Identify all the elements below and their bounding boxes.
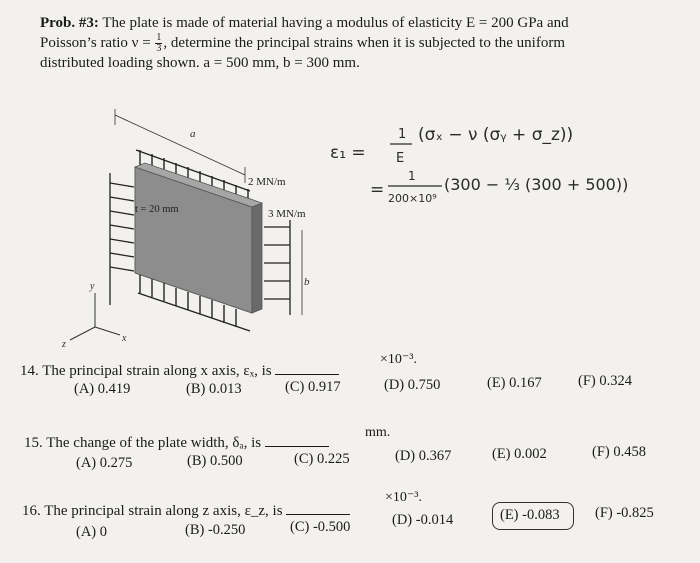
q16-option-e[interactable]: (E) -0.083 [500, 507, 560, 523]
problem-line-2 [40, 33, 680, 54]
poisson-den: 3 [156, 43, 162, 54]
axis-z-label: z [62, 339, 66, 350]
q15-option-d[interactable]: (D) 0.367 [395, 448, 452, 464]
q16-text: The principal strain along z axis, ε_z, is [44, 503, 283, 519]
q16-option-c[interactable]: (C) -0.500 [290, 519, 351, 535]
q15-unit: mm. [365, 425, 391, 440]
q16-option-f[interactable]: (F) -0.825 [595, 505, 654, 521]
q15-option-c[interactable]: (C) 0.225 [294, 451, 350, 467]
problem-text-2a: Poisson’s ratio ν = [40, 34, 151, 51]
thickness-label: t = 20 mm [135, 204, 179, 215]
handwritten-work [320, 100, 680, 220]
q14-option-c[interactable]: (C) 0.917 [285, 379, 341, 395]
eq1-frac-num: 1 [398, 127, 407, 142]
eq2-frac-den: 200×10⁹ [388, 192, 437, 205]
eq2-frac-num: 1 [408, 169, 416, 183]
q14-text: The principal strain along x axis, εₓ, is [42, 363, 272, 379]
q16-answer-blank[interactable] [286, 502, 350, 515]
q14-option-f[interactable]: (F) 0.324 [578, 373, 632, 389]
eq2-rhs: (300 − ⅓ (300 + 500)) [444, 175, 629, 194]
right-load-arrows [264, 220, 290, 315]
question-16 [22, 502, 350, 520]
eq1-lhs: ε₁ = [330, 143, 366, 163]
problem-label: Prob. #3: [40, 15, 99, 31]
q16-option-d[interactable]: (D) -0.014 [392, 512, 454, 528]
plate-edge [252, 203, 262, 313]
eq2-equals: = [370, 180, 385, 200]
q15-answer-blank[interactable] [265, 434, 329, 447]
left-load-arrows [110, 173, 134, 305]
eq1-frac-den: E [396, 151, 405, 166]
question-14 [20, 362, 339, 380]
load-top-label: 2 MN/m [248, 176, 286, 188]
q16-option-a[interactable]: (A) 0 [76, 524, 108, 540]
question-15 [24, 434, 329, 452]
load-side-label: 3 MN/m [268, 208, 306, 220]
q15-text: The change of the plate width, δₐ, is [46, 435, 262, 451]
q15-option-e[interactable]: (E) 0.002 [492, 446, 547, 462]
poisson-num: 1 [156, 32, 162, 43]
q15-option-f[interactable]: (F) 0.458 [592, 444, 646, 460]
q16-option-b[interactable]: (B) -0.250 [185, 522, 246, 538]
plate-figure [40, 95, 360, 355]
q15-option-b[interactable]: (B) 0.500 [187, 453, 243, 469]
q14-answer-blank[interactable] [275, 362, 339, 375]
q14-option-a[interactable]: (A) 0.419 [74, 381, 131, 397]
q14-option-d[interactable]: (D) 0.750 [384, 377, 441, 393]
poisson-fraction [155, 33, 162, 54]
coordinate-axes [70, 293, 120, 340]
axis-x-label: x [122, 333, 127, 344]
eq1-rhs: (σₓ − ν (σᵧ + σ_z)) [418, 125, 574, 145]
q15-option-a[interactable]: (A) 0.275 [76, 455, 133, 471]
problem-text-1: The plate is made of material having a modulus of elasticity E = 200 GPa and [102, 15, 569, 31]
problem-line-3: distributed loading shown. a = 500 mm, b = 300 mm. [40, 55, 360, 71]
problem-statement [40, 14, 680, 73]
q14-option-e[interactable]: (E) 0.167 [487, 375, 542, 391]
problem-text-2b: , determine the principal strains when it is subjected to the uniform [163, 34, 565, 51]
q15-number: 15. [24, 435, 43, 451]
dim-a-label: a [190, 128, 196, 140]
problem-line-1 [40, 14, 680, 33]
q14-option-b[interactable]: (B) 0.013 [186, 381, 242, 397]
q14-number: 14. [20, 363, 39, 379]
q14-unit: ×10⁻³. [380, 352, 417, 367]
dim-b-label: b [304, 276, 310, 288]
q16-unit: ×10⁻³. [385, 490, 422, 505]
q16-number: 16. [22, 503, 41, 519]
axis-y-label: y [90, 281, 95, 292]
